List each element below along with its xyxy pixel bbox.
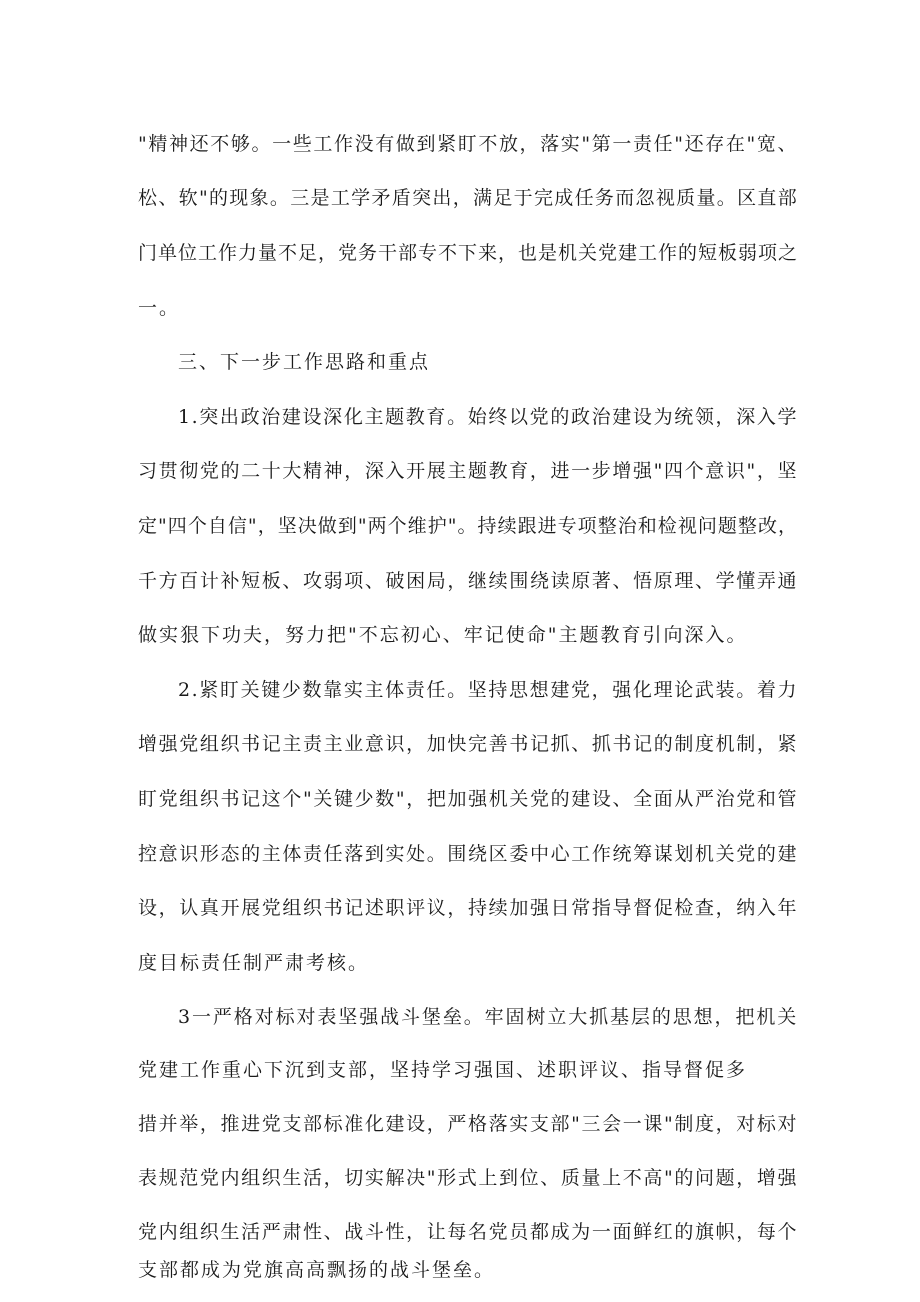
item-3-line: 3一严格对标对表坚强战斗堡垒。牢固树立大抓基层的思想，把机关: [178, 1006, 798, 1028]
item-2-line: 设，认真开展党组织书记述职评议，持续加强日常指导督促检查，纳入年: [138, 897, 798, 919]
item-1-line: 习贯彻党的二十大精神，深入开展主题教育，进一步增强"四个意识"，坚: [138, 460, 798, 482]
paragraph-line: 一。: [138, 297, 181, 319]
item-2-line: 2.紧盯关键少数靠实主体责任。坚持思想建党，强化理论武装。着力: [178, 679, 798, 701]
item-3-line: 表规范党内组织生活，切实解决"形式上到位、质量上不高"的问题，增强: [138, 1167, 798, 1189]
paragraph-line: "精神还不够。一些工作没有做到紧盯不放，落实"第一责任"还存在"宽、: [138, 133, 798, 155]
item-2-line: 控意识形态的主体责任落到实处。围绕区委中心工作统筹谋划机关党的建: [138, 843, 798, 865]
section-heading: 三、下一步工作思路和重点: [178, 351, 431, 373]
item-3-line: 支部都成为党旗高高飘扬的战斗堡垒。: [138, 1259, 496, 1281]
item-1-line: 做实狠下功夫，努力把"不忘初心、牢记使命"主题教育引向深入。: [138, 624, 748, 646]
paragraph-line: 门单位工作力量不足，党务干部专不下来，也是机关党建工作的短板弱项之: [138, 242, 799, 264]
item-2-line: 增强党组织书记主责主业意识，加快完善书记抓、抓书记的制度机制，紧: [138, 733, 798, 755]
item-2-line: 盯党组织书记这个"关键少数"，把加强机关党的建设、全面从严治党和管: [138, 788, 798, 810]
item-3-line: 党建工作重心下沉到支部，坚持学习强国、述职评议、指导督促多: [138, 1059, 748, 1081]
item-1-line: 定"四个自信"，坚决做到"两个维护"。持续跟进专项整治和检视问题整改，: [138, 515, 798, 537]
item-2-line: 度目标责任制严肃考核。: [138, 952, 370, 974]
item-3-line: 党内组织生活严肃性、战斗性，让每名党员都成为一面鲜红的旗帜，每个: [138, 1221, 798, 1243]
item-1-line: 千方百计补短板、攻弱项、破困局，继续围绕读原著、悟原理、学懂弄通: [138, 570, 798, 592]
paragraph-line: 松、软"的现象。三是工学矛盾突出，满足于完成任务而忽视质量。区直部: [138, 187, 798, 209]
item-3-line: 措并举，推进党支部标准化建设，严格落实支部"三会一课"制度，对标对: [138, 1113, 798, 1135]
item-1-line: 1.突出政治建设深化主题教育。始终以党的政治建设为统领，深入学: [178, 406, 798, 428]
